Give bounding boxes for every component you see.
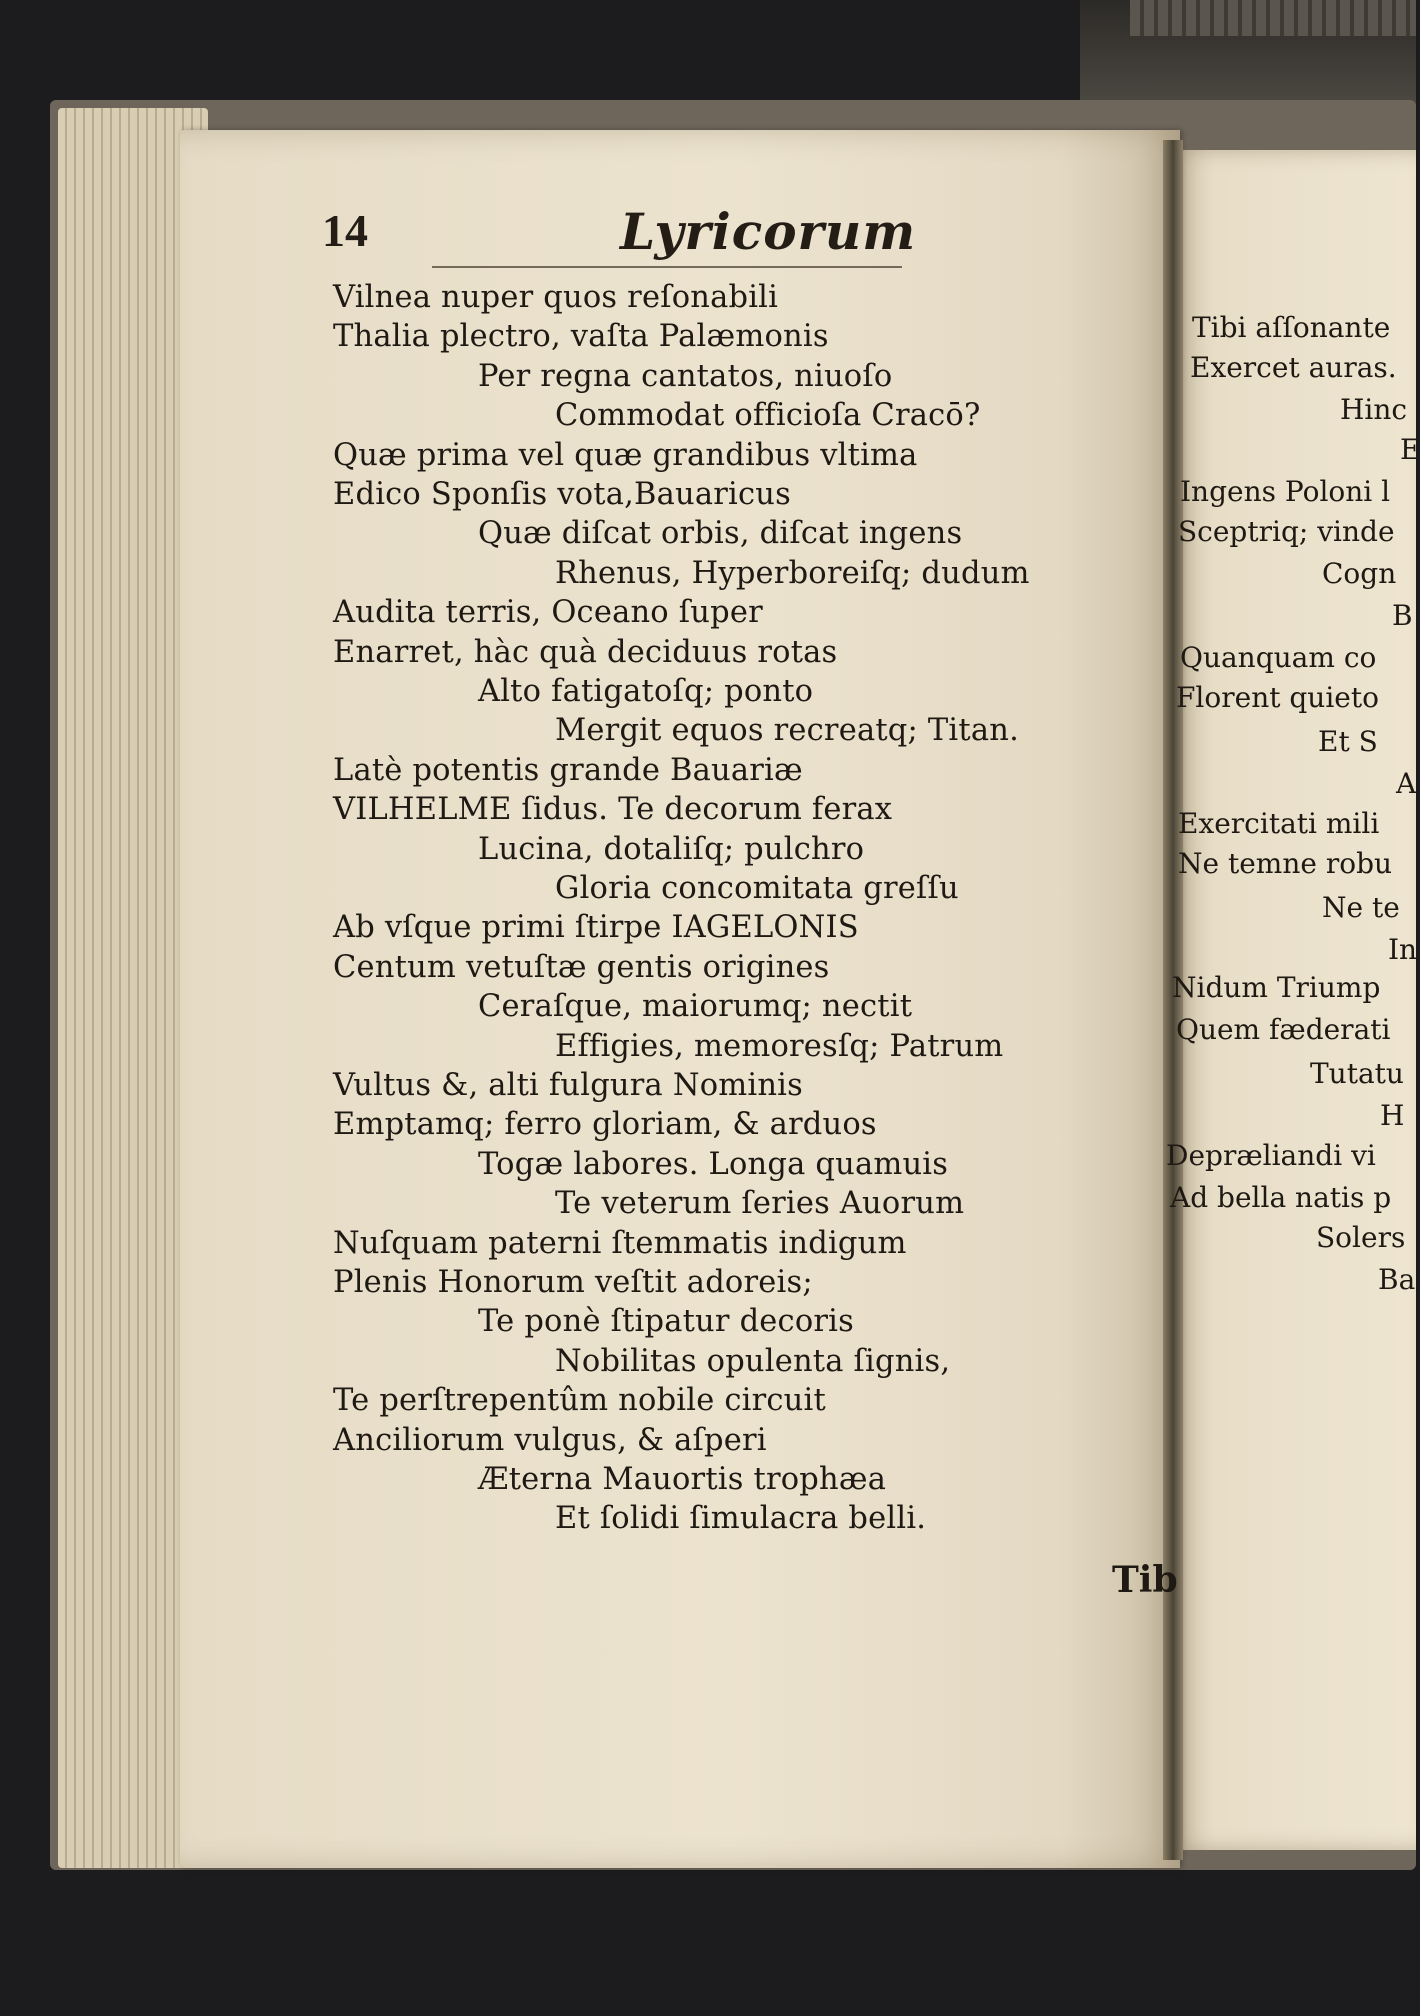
- facing-line: Ba: [1378, 1263, 1416, 1296]
- poem-line: Emptamq; ferro gloriam, & arduos: [333, 1107, 877, 1143]
- poem-line: Ab vſque primi ſtirpe IAGELONIS: [333, 910, 859, 946]
- poem-line: Vultus &, alti fulgura Nominis: [333, 1068, 803, 1103]
- poem-line: Commodat officioſa Cracō?: [555, 398, 981, 434]
- head-rule: [432, 266, 902, 268]
- facing-line: A: [1396, 767, 1417, 800]
- poem-line: Te ponè ſtipatur decoris: [478, 1304, 854, 1340]
- facing-line: Et S: [1318, 725, 1378, 758]
- poem-line: Vilnea nuper quos reſonabili: [333, 280, 779, 315]
- facing-line: Tibi aſſonante: [1192, 311, 1391, 344]
- poem-line: Nobilitas opulenta ſignis,: [555, 1343, 951, 1379]
- poem-line: Quæ prima vel quæ grandibus vltima: [333, 437, 918, 473]
- poem-line: Audita terris, Oceano ſuper: [333, 595, 763, 631]
- running-title: Lyricorum: [620, 202, 917, 261]
- page-number: 14: [322, 205, 368, 256]
- facing-line: Exercitati mili: [1178, 807, 1380, 840]
- facing-line: Sceptriq; vinde: [1178, 515, 1395, 548]
- poem-line: Thalia plectro, vaſta Palæmonis: [333, 319, 829, 355]
- poem-line: Edico Sponſis vota,Bauaricus: [333, 477, 791, 512]
- poem-line: Per regna cantatos, niuoſo: [478, 358, 893, 394]
- facing-line: H: [1380, 1099, 1405, 1132]
- facing-line: Tib: [1112, 1559, 1178, 1601]
- facing-line: Ingens Poloni l: [1180, 475, 1391, 508]
- poem-line: Rhenus, Hyperboreiſq; dudum: [555, 555, 1030, 591]
- facing-line: Ne temne robu: [1178, 847, 1393, 880]
- facing-line: Tutatu: [1310, 1057, 1404, 1090]
- poem-line: Æterna Mauortis trophæa: [478, 1462, 887, 1497]
- facing-line: Quem fæderati: [1176, 1013, 1391, 1046]
- facing-line: Florent quieto: [1176, 681, 1379, 714]
- running-head: [322, 198, 917, 268]
- facing-line: Quanquam co: [1180, 641, 1377, 674]
- facing-line: Solers: [1316, 1221, 1406, 1254]
- facing-line: Ad bella natis p: [1170, 1181, 1392, 1214]
- poem-line: Nuſquam paterni ſtemmatis indigum: [333, 1225, 907, 1261]
- poem-line: Effigies, memoresſq; Patrum: [555, 1028, 1004, 1064]
- poem-line: Lucina, dotaliſq; pulchro: [478, 831, 865, 867]
- poem-line: VILHELME ſidus. Te decorum ferax: [333, 792, 893, 828]
- facing-line: B: [1392, 599, 1413, 632]
- facing-line: E: [1400, 433, 1420, 466]
- poem-line: Anciliorum vulgus, & aſperi: [333, 1422, 767, 1458]
- poem-line: Te veterum ſeries Auorum: [555, 1186, 965, 1222]
- poem-line: Ceraſque, maiorumq; nectit: [478, 989, 913, 1025]
- facing-line: Ne te: [1322, 891, 1400, 924]
- poem-line: Quæ diſcat orbis, diſcat ingens: [478, 516, 963, 552]
- poem-line: Et ſolidi ſimulacra belli.: [555, 1501, 927, 1537]
- facing-line: Hinc: [1340, 393, 1408, 426]
- poem-line: Mergit equos recreatq; Titan.: [555, 713, 1019, 749]
- poem-line: Centum vetuſtæ gentis origines: [333, 949, 830, 985]
- closed-volume-spine: [1130, 0, 1416, 36]
- poem-line: Te perſtrepentûm nobile circuit: [333, 1383, 826, 1419]
- facing-line: Nidum Triump: [1172, 971, 1381, 1004]
- facing-line: Exercet auras.: [1190, 351, 1397, 384]
- poem-line: Gloria concomitata greſſu: [555, 871, 959, 906]
- poem-line: Latè potentis grande Bauariæ: [333, 752, 803, 788]
- facing-line: Cogn: [1322, 557, 1397, 590]
- facing-line: In: [1388, 933, 1418, 966]
- poem-line: Plenis Honorum veſtit adoreis;: [333, 1265, 813, 1300]
- poem-line: Enarret, hàc quà deciduus rotas: [333, 634, 838, 670]
- facing-line: Depræliandi vi: [1166, 1139, 1376, 1172]
- poem-line: Togæ labores. Longa quamuis: [478, 1146, 949, 1182]
- poem-line: Alto fatigatoſq; ponto: [478, 674, 814, 709]
